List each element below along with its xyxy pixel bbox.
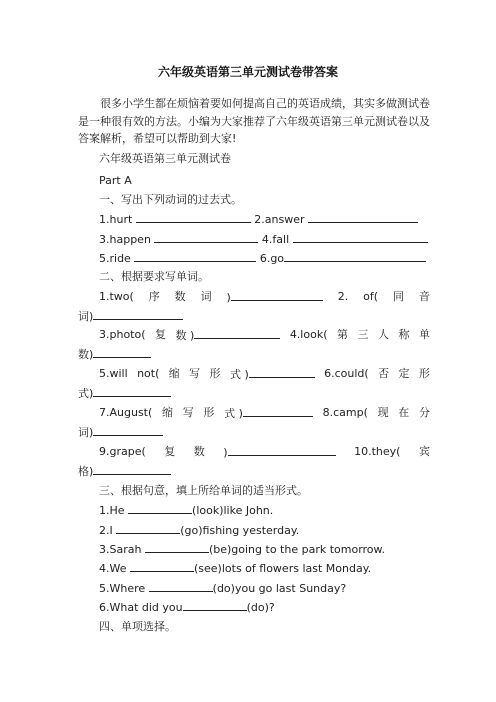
- answer-blank[interactable]: [128, 503, 192, 514]
- answer-blank[interactable]: [231, 290, 323, 301]
- section-1-heading: 一、写出下列动词的过去式。: [99, 193, 242, 206]
- answer-blank[interactable]: [93, 425, 163, 436]
- sentence-1: 1.He (look)like John.: [99, 504, 274, 517]
- answer-blank[interactable]: [93, 309, 183, 320]
- answer-blank[interactable]: [228, 445, 336, 456]
- answer-blank[interactable]: [134, 251, 256, 262]
- section-1-row-1: 1.hurt 2.answer: [99, 212, 418, 227]
- section-4-heading: 四、单项选择。: [99, 620, 176, 633]
- answer-blank[interactable]: [136, 212, 251, 223]
- answer-blank[interactable]: [93, 386, 171, 397]
- question-5-6: 5.will not( 缩 写 形 式 ) 6.could( 否 定 形: [99, 367, 430, 381]
- answer-blank[interactable]: [284, 251, 426, 262]
- question-6-cont: 式): [78, 386, 171, 401]
- answer-blank[interactable]: [116, 523, 180, 534]
- intro-text: 很多小学生都在烦恼着要如何提高自己的英语成绩，其实多做测试卷是一种很有效的方法。小编为大家推荐了六年级英语第三单元测试卷以及答案解析，希望可以帮助到大家!: [78, 97, 430, 145]
- answer-blank[interactable]: [183, 600, 247, 611]
- sentence-2: 2.I (go)fishing yesterday.: [99, 524, 300, 537]
- question-4-cont: 数): [78, 347, 151, 362]
- section-3-heading: 三、根据句意，填上所给单词的适当形式。: [99, 484, 308, 497]
- section-1-row-3: 5.ride 6.go: [99, 251, 426, 266]
- sentence-4: 4.We (see)lots of flowers last Monday.: [99, 562, 372, 575]
- answer-blank[interactable]: [194, 328, 280, 339]
- intro-paragraph: [78, 95, 430, 148]
- question-3-4: 3.photo( 复 数 ) 4.look( 第 三 人 称 单: [99, 328, 430, 342]
- answer-blank[interactable]: [249, 367, 315, 378]
- sentence-5: 5.Where (do)you go last Sunday?: [99, 582, 347, 595]
- sentence-3: 3.Sarah (be)going to the park tomorrow.: [99, 543, 386, 556]
- section-1-row-2: 3.happen 4.fall: [99, 232, 428, 247]
- question-8-cont: 词): [78, 425, 163, 440]
- answer-blank[interactable]: [149, 581, 213, 592]
- section-2-heading: 二、根据要求写单词。: [99, 270, 209, 283]
- answer-blank[interactable]: [293, 232, 428, 243]
- question-1-2: 1.two( 序 数 词 ) 2. of( 同 音: [99, 290, 430, 304]
- document-title: 六年级英语第三单元测试卷带答案: [157, 65, 338, 79]
- question-2-cont: 词): [78, 309, 183, 324]
- answer-blank[interactable]: [243, 406, 313, 417]
- question-9-10: 9.grape( 复 数 ) 10.they( 宾: [99, 445, 430, 459]
- question-10-cont: 格): [78, 464, 171, 479]
- part-label: Part A: [99, 174, 132, 187]
- answer-blank[interactable]: [308, 212, 418, 223]
- answer-blank[interactable]: [93, 464, 171, 475]
- answer-blank[interactable]: [130, 561, 194, 572]
- test-subtitle: 六年级英语第三单元测试卷: [99, 152, 231, 165]
- answer-blank[interactable]: [93, 347, 151, 358]
- sentence-6: 6.What did you (do)?: [99, 601, 275, 614]
- answer-blank[interactable]: [145, 542, 209, 553]
- answer-blank[interactable]: [154, 232, 258, 243]
- question-7-8: 7.August( 缩 写 形 式 ) 8.camp( 现 在 分: [99, 406, 430, 420]
